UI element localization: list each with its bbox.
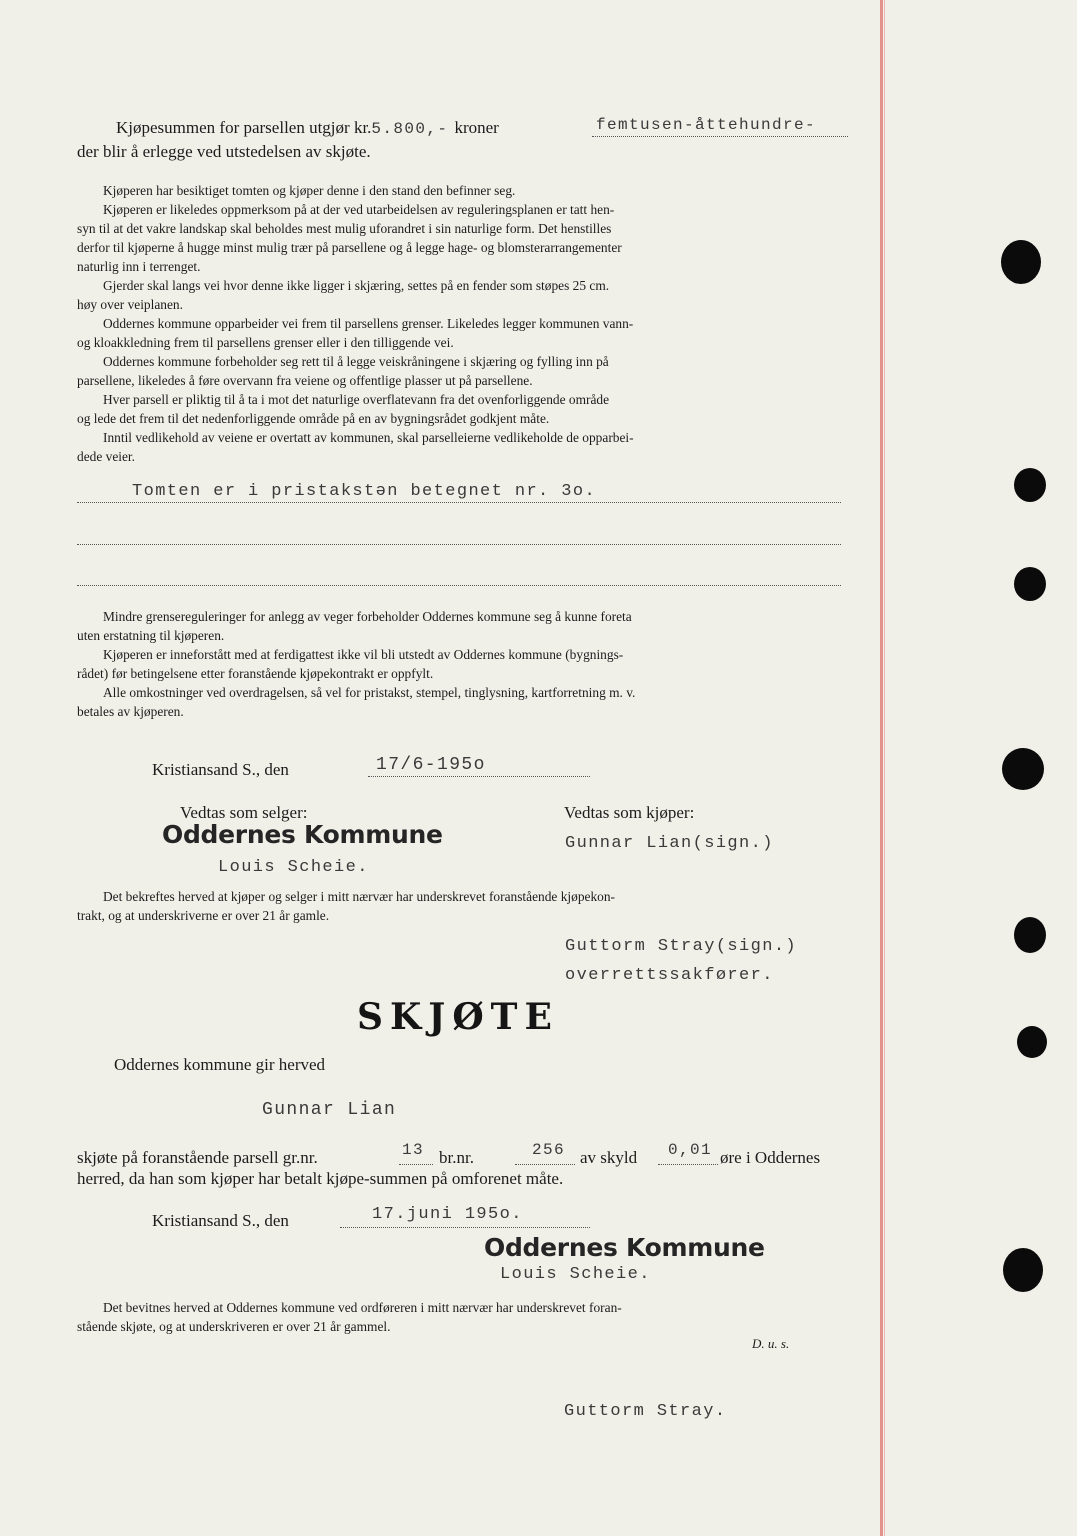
deed-line-1 (77, 1148, 318, 1168)
br-nr: 256 (532, 1141, 566, 1159)
price-dots (592, 136, 848, 137)
terms-line: Inntil vedlikehold av veiene er overtatt av kommunen, skal parselleierne vedlikeholde de opparbei- (103, 430, 634, 445)
witness-line: Det bekreftes herved at kjøper og selger i mitt nærvær har underskrevet foranstående kjøpekon- (103, 889, 616, 904)
br-nr-dots (515, 1164, 575, 1165)
deed-text-c: av skyld (580, 1148, 638, 1167)
price-line-2: der blir å erlegge ved utstedelsen av skjøte. (77, 142, 371, 161)
attest-line: stående skjøte, og at underskriveren er over 21 år gammel. (77, 1319, 391, 1334)
price-in-words: femtusen-åttehundre- (596, 116, 817, 134)
place-date-label: Kristiansand S., den (152, 760, 289, 779)
punch-hole (1003, 1248, 1043, 1292)
price-amount: 5.800,- (371, 120, 449, 138)
date-dots (368, 776, 590, 777)
contract-place-date (152, 760, 289, 780)
terms-line: Oddernes kommune opparbeider vei frem til parsellens grenser. Likeledes legger kommunen vann- (103, 316, 634, 331)
attest-line: Det bevitnes herved at Oddernes kommune ved ordføreren i mitt nærvær har underskrevet foran- (103, 1300, 622, 1315)
terms-line: og kloakkledning frem til parsellens grenser eller i den tilliggende vei. (77, 335, 454, 350)
punch-hole (1002, 748, 1044, 790)
typed-plot-note: Tomten er i pristakstən betegnet nr. 3o. (132, 482, 597, 501)
terms2-line: rådet) før betingelsene etter foranstående kjøpekontrakt er oppfylt. (77, 666, 434, 681)
punch-hole (1014, 567, 1046, 601)
terms-line: og lede det frem til det nedenforliggende område på en av bygningsrådet godkjent måte. (77, 411, 550, 426)
deed-place-date-label: Kristiansand S., den (152, 1211, 289, 1230)
buyer-label: Vedtas som kjøper: (564, 803, 695, 822)
terms-line: høy over veiplanen. (77, 297, 183, 312)
punch-hole (1014, 917, 1046, 953)
blank-line (77, 585, 841, 586)
terms2-line: Mindre grensereguleringer for anlegg av veger forbeholder Oddernes kommune seg å kunne foreta (103, 609, 632, 624)
deed-text-a: skjøte på foranstående parsell gr.nr. (77, 1148, 318, 1167)
witness-signature: Guttorm Stray(sign.) (565, 937, 798, 956)
gr-nr: 13 (402, 1141, 425, 1159)
terms2-line: uten erstatning til kjøperen. (77, 628, 225, 643)
deed-stamp: Oddernes Kommune (484, 1233, 765, 1262)
skyld-dots (658, 1164, 718, 1165)
deed-title: SKJØTE (357, 996, 559, 1038)
witness-title: overrettssakfører. (565, 966, 774, 985)
terms-line: naturlig inn i terrenget. (77, 259, 201, 274)
terms-line: Gjerder skal langs vei hvor denne ikke ligger i skjæring, settes på en fender som støpes 25 cm. (103, 278, 610, 293)
terms-line: Oddernes kommune forbeholder seg rett til å legge veiskråningene i skjæring og fylling inn på (103, 354, 609, 369)
grantee-name: Gunnar Lian (262, 1100, 397, 1120)
price-line (116, 118, 499, 138)
gr-nr-dots (399, 1164, 433, 1165)
seller-stamp: Oddernes Kommune (162, 820, 443, 849)
blank-line (77, 544, 841, 545)
punch-hole (1001, 240, 1041, 284)
deed-signer: Louis Scheie. (500, 1265, 651, 1284)
terms2-line: betales av kjøperen. (77, 704, 184, 719)
margin-rule-shadow (884, 0, 885, 1536)
terms2-line: Kjøperen er inneforstått med at ferdigattest ikke vil bli utstedt av Oddernes kommune (bygnings- (103, 647, 624, 662)
buyer-signature: Gunnar Lian(sign.) (565, 834, 774, 853)
terms-line: dede veier. (77, 449, 135, 464)
contract-date: 17/6-195o (376, 755, 486, 775)
deed-text-b: br.nr. (439, 1148, 474, 1167)
terms-line: syn til at det vakre landskap skal beholdes mest mulig uforandret i sin naturlige form. Det henstilles (77, 221, 612, 236)
punch-hole (1014, 468, 1046, 502)
terms2-line: Alle omkostninger ved overdragelsen, så vel for pristakst, stempel, tinglysning, kartforretning m. v. (103, 685, 636, 700)
price-kroner: kroner (454, 118, 499, 137)
skyld-value: 0,01 (668, 1141, 713, 1159)
terms-line: Hver parsell er pliktig til å ta i mot det naturlige overflatevann fra det ovenforliggende område (103, 392, 610, 407)
terms-line: Kjøperen har besiktiget tomten og kjøper denne i den stand den befinner seg. (103, 183, 516, 198)
seller-name: Louis Scheie. (218, 858, 369, 877)
deed-date-dots (340, 1227, 590, 1228)
deed-date: 17.juni 195o. (372, 1205, 523, 1224)
terms-line: Kjøperen er likeledes oppmerksom på at der ved utarbeidelsen av reguleringsplanen er tatt hen- (103, 202, 615, 217)
punch-hole (1017, 1026, 1047, 1058)
deed-line-2: herred, da han som kjøper har betalt kjøpe-summen på omforenet måte. (77, 1169, 564, 1188)
seller-label: Vedtas som selger: (180, 803, 308, 822)
terms-line: parsellene, likeledes å føre overvann fra veiene og offentlige plasser ut på parsellene. (77, 373, 533, 388)
price-lead: Kjøpesummen for parsellen utgjør kr. (116, 118, 372, 137)
final-signature: Guttorm Stray. (564, 1402, 727, 1421)
blank-line (77, 502, 841, 503)
deed-intro: Oddernes kommune gir herved (114, 1055, 326, 1074)
terms-line: derfor til kjøperne å hugge minst mulig trær på parsellene og å legge hage- og blomsterarrangementer (77, 240, 622, 255)
dus-mark: D. u. s. (752, 1336, 790, 1351)
margin-rule (880, 0, 883, 1536)
witness-line: trakt, og at underskriverne er over 21 år gamle. (77, 908, 330, 923)
deed-text-d: øre i Oddernes (720, 1148, 821, 1167)
